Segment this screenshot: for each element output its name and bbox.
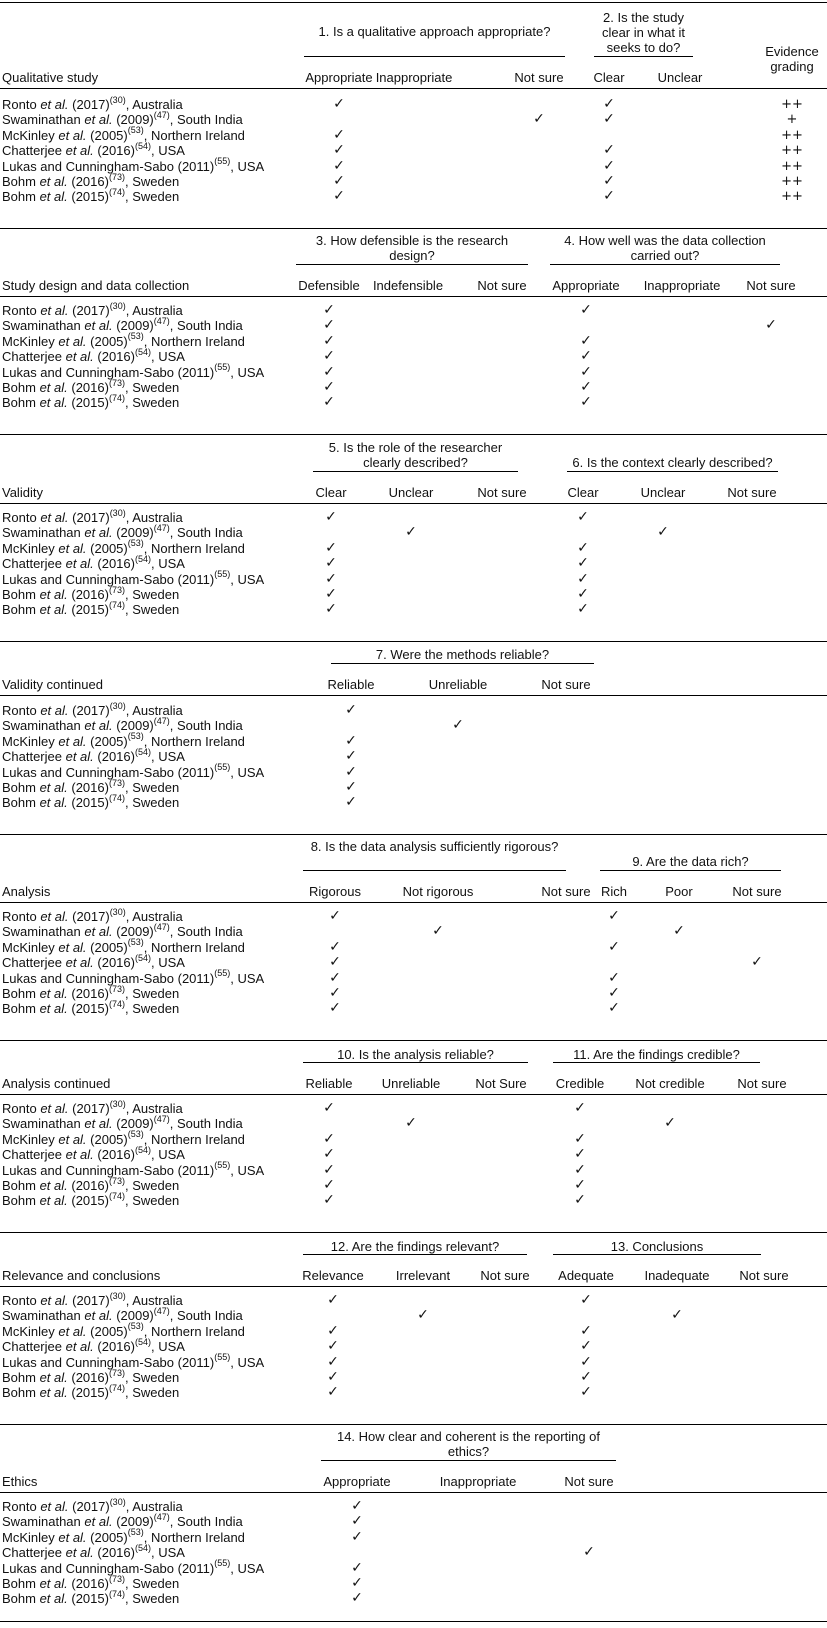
check-mark: ✓	[323, 394, 335, 411]
question-underline	[303, 870, 566, 871]
column-header: Indefensible	[372, 278, 444, 293]
header-rule	[0, 1286, 827, 1287]
header-rule	[0, 1492, 827, 1493]
section-top-rule	[0, 2, 827, 3]
check-mark: ✓	[608, 969, 620, 986]
section-label: Relevance and conclusions	[2, 1268, 161, 1283]
check-mark: ✓	[580, 394, 592, 411]
evidence-grade: ++	[781, 158, 803, 174]
check-mark: ✓	[345, 763, 357, 780]
check-mark: ✓	[452, 717, 464, 734]
question-title: 8. Is the data analysis sufficiently rigorous?	[310, 839, 559, 854]
check-mark: ✓	[432, 923, 444, 940]
column-header: Not sure	[514, 70, 564, 85]
column-header: Clear	[567, 485, 599, 500]
column-header: Relevance	[302, 1268, 364, 1283]
study-name: McKinley et al. $(2005)^{(53)}$, Northern Ireland	[2, 1321, 245, 1339]
section-top-rule	[0, 641, 827, 642]
study-name: McKinley et al. $(2005)^{(53)}$, Northern Ireland	[2, 1129, 245, 1147]
check-mark: ✓	[577, 570, 589, 587]
check-mark: ✓	[323, 332, 335, 349]
check-mark: ✓	[577, 601, 589, 618]
section-label: Analysis continued	[2, 1076, 111, 1091]
question-underline	[296, 264, 528, 265]
study-name: Ronto et al. $(2017)^{(30)}$, Australia	[2, 700, 183, 718]
check-mark: ✓	[351, 1559, 363, 1576]
study-name: Swaminathan et al. $(2009)^{(47)}$, South India	[2, 1512, 243, 1530]
study-name: Bohm et al. $(2015)^{(74)}$, Sweden	[2, 793, 180, 811]
check-mark: ✓	[323, 1130, 335, 1147]
column-header: Not sure	[477, 485, 527, 500]
question-underline	[594, 56, 693, 57]
check-mark: ✓	[345, 794, 357, 811]
study-name: Ronto et al. $(2017)^{(30)}$, Australia	[2, 1098, 183, 1116]
study-name: Lukas and Cunningham-Sabo $(2011)^{(55)}$, USA	[2, 1160, 265, 1178]
section-top-rule	[0, 834, 827, 835]
check-mark: ✓	[580, 1369, 592, 1385]
check-mark: ✓	[329, 954, 341, 971]
section-label: Validity continued	[2, 677, 103, 692]
check-mark: ✓	[583, 1544, 595, 1561]
question-underline	[600, 870, 781, 871]
check-mark: ✓	[751, 954, 763, 971]
column-header: Credible	[555, 1076, 605, 1091]
column-header: Inadequate	[644, 1268, 710, 1283]
check-mark: ✓	[577, 539, 589, 556]
evidence-grading-header: Evidence grading	[765, 44, 819, 74]
question-underline	[321, 1460, 616, 1461]
check-mark: ✓	[603, 96, 615, 112]
check-mark: ✓	[533, 111, 545, 128]
evidence-grade: ++	[781, 127, 803, 143]
check-mark: ✓	[351, 1590, 363, 1607]
question-title: 14. How clear and coherent is the reporting of ethics?	[336, 1429, 601, 1459]
check-mark: ✓	[608, 1000, 620, 1017]
check-mark: ✓	[351, 1575, 363, 1591]
column-header: Not sure	[541, 884, 591, 899]
check-mark: ✓	[323, 302, 335, 318]
check-mark: ✓	[325, 555, 337, 572]
question-title: 2. Is the study clear in what it seeks to do?	[601, 10, 686, 55]
column-header: Clear	[315, 485, 347, 500]
check-mark: ✓	[323, 317, 335, 334]
check-mark: ✓	[327, 1369, 339, 1385]
study-name: Swaminathan et al. $(2009)^{(47)}$, South India	[2, 523, 243, 541]
check-mark: ✓	[574, 1130, 586, 1147]
check-mark: ✓	[580, 379, 592, 395]
check-mark: ✓	[329, 908, 341, 924]
check-mark: ✓	[329, 969, 341, 986]
check-mark: ✓	[580, 1353, 592, 1370]
question-title: 7. Were the methods reliable?	[375, 647, 550, 662]
column-header: Unreliable	[381, 1076, 441, 1091]
column-header: Not credible	[635, 1076, 705, 1091]
study-name: Chatterjee et al. $(2016)^{(54)}$, USA	[2, 1336, 185, 1355]
check-mark: ✓	[671, 1307, 683, 1324]
column-header: Rich	[600, 884, 627, 899]
question-title: 3. How defensible is the research design?	[315, 233, 509, 263]
column-header: Adequate	[558, 1268, 614, 1283]
check-mark: ✓	[327, 1353, 339, 1370]
study-name: Swaminathan et al. $(2009)^{(47)}$, South India	[2, 1306, 243, 1324]
study-name: Bohm et al. $(2015)^{(74)}$, Sweden	[2, 600, 180, 618]
column-header: Defensible	[298, 278, 360, 293]
column-header: Unclear	[640, 485, 686, 500]
column-header: Inappropriate	[375, 70, 453, 85]
study-name: Bohm et al. $(2015)^{(74)}$, Sweden	[2, 393, 180, 411]
section-label: Study design and data collection	[2, 278, 190, 293]
check-mark: ✓	[323, 379, 335, 395]
column-header: Irrelevant	[395, 1268, 451, 1283]
study-name: Chatterjee et al. $(2016)^{(54)}$, USA	[2, 346, 185, 365]
column-header: Not sure	[737, 1076, 787, 1091]
study-name: Bohm et al. $(2016)^{(73)}$, Sweden	[2, 1175, 180, 1193]
study-name: Swaminathan et al. $(2009)^{(47)}$, South India	[2, 316, 243, 334]
check-mark: ✓	[574, 1192, 586, 1209]
question-underline	[303, 1254, 527, 1255]
check-mark: ✓	[345, 779, 357, 795]
evidence-grade: ++	[781, 189, 803, 205]
question-underline	[550, 264, 780, 265]
study-name: Ronto et al. $(2017)^{(30)}$, Australia	[2, 1290, 183, 1308]
check-mark: ✓	[351, 1528, 363, 1545]
check-mark: ✓	[603, 111, 615, 128]
study-name: Bohm et al. $(2016)^{(73)}$, Sweden	[2, 584, 180, 602]
column-header: Not sure	[739, 1268, 789, 1283]
question-underline	[567, 471, 778, 472]
evidence-grade: +	[786, 112, 798, 128]
header-rule	[0, 902, 827, 903]
column-header: Not rigorous	[402, 884, 474, 899]
column-header: Reliable	[305, 1076, 353, 1091]
study-name: Chatterjee et al. $(2016)^{(54)}$, USA	[2, 140, 185, 159]
check-mark: ✓	[333, 173, 345, 189]
section-top-rule	[0, 434, 827, 435]
column-header: Not sure	[732, 884, 782, 899]
question-title: 11. Are the findings credible?	[573, 1047, 740, 1062]
study-name: McKinley et al. $(2005)^{(53)}$, Northern Ireland	[2, 731, 245, 749]
column-header: Rigorous	[308, 884, 362, 899]
question-title: 13. Conclusions	[610, 1239, 704, 1254]
check-mark: ✓	[327, 1338, 339, 1355]
study-name: Ronto et al. $(2017)^{(30)}$, Australia	[2, 507, 183, 525]
check-mark: ✓	[333, 96, 345, 112]
check-mark: ✓	[405, 1115, 417, 1132]
check-mark: ✓	[325, 586, 337, 602]
column-header: Unclear	[388, 485, 434, 500]
section-top-rule	[0, 1040, 827, 1041]
question-title: 5. Is the role of the researcher clearly described?	[328, 440, 503, 470]
check-mark: ✓	[325, 570, 337, 587]
study-name: Bohm et al. $(2015)^{(74)}$, Sweden	[2, 1191, 180, 1209]
study-name: Swaminathan et al. $(2009)^{(47)}$, South India	[2, 716, 243, 734]
section-top-rule	[0, 228, 827, 229]
question-underline	[331, 663, 594, 664]
column-header: Appropriate	[305, 70, 373, 85]
evidence-grade: ++	[781, 174, 803, 189]
check-mark: ✓	[580, 363, 592, 380]
check-mark: ✓	[345, 702, 357, 718]
column-header: Not sure	[564, 1474, 614, 1489]
check-mark: ✓	[323, 1177, 335, 1193]
check-mark: ✓	[327, 1292, 339, 1308]
evidence-grade: ++	[781, 143, 803, 159]
check-mark: ✓	[574, 1161, 586, 1178]
check-mark: ✓	[323, 1100, 335, 1116]
check-mark: ✓	[608, 985, 620, 1001]
question-title: 12. Are the findings relevant?	[330, 1239, 500, 1254]
column-header: Poor	[665, 884, 693, 899]
check-mark: ✓	[574, 1146, 586, 1163]
check-mark: ✓	[325, 539, 337, 556]
check-mark: ✓	[574, 1100, 586, 1116]
check-mark: ✓	[329, 1000, 341, 1017]
study-name: McKinley et al. $(2005)^{(53)}$, Northern Ireland	[2, 331, 245, 349]
study-name: Ronto et al. $(2017)^{(30)}$, Australia	[2, 1496, 183, 1514]
study-name: Chatterjee et al. $(2016)^{(54)}$, USA	[2, 952, 185, 971]
check-mark: ✓	[325, 601, 337, 618]
check-mark: ✓	[329, 985, 341, 1001]
section-top-rule	[0, 1232, 827, 1233]
check-mark: ✓	[351, 1513, 363, 1530]
question-underline	[553, 1062, 760, 1063]
header-rule	[0, 1094, 827, 1095]
check-mark: ✓	[323, 1146, 335, 1163]
study-name: McKinley et al. $(2005)^{(53)}$, Northern Ireland	[2, 125, 245, 143]
column-header: Not sure	[480, 1268, 530, 1283]
check-mark: ✓	[608, 908, 620, 924]
study-name: Ronto et al. $(2017)^{(30)}$, Australia	[2, 906, 183, 924]
check-mark: ✓	[323, 363, 335, 380]
study-name: Bohm et al. $(2016)^{(73)}$, Sweden	[2, 377, 180, 395]
question-title: 1. Is a qualitative approach appropriate?	[318, 24, 551, 39]
study-name: Lukas and Cunningham-Sabo $(2011)^{(55)}$, USA	[2, 1558, 265, 1576]
study-name: McKinley et al. $(2005)^{(53)}$, Northern Ireland	[2, 1527, 245, 1545]
header-rule	[0, 695, 827, 696]
column-header: Not sure	[727, 485, 777, 500]
study-name: Bohm et al. $(2016)^{(73)}$, Sweden	[2, 1573, 180, 1591]
check-mark: ✓	[345, 732, 357, 749]
table-bottom-rule	[0, 1621, 827, 1622]
check-mark: ✓	[580, 1338, 592, 1355]
column-header: Unclear	[657, 70, 703, 85]
check-mark: ✓	[333, 188, 345, 205]
study-name: Swaminathan et al. $(2009)^{(47)}$, South India	[2, 922, 243, 940]
section-label: Validity	[2, 485, 43, 500]
check-mark: ✓	[603, 173, 615, 189]
study-name: Bohm et al. $(2016)^{(73)}$, Sweden	[2, 777, 180, 795]
study-name: Lukas and Cunningham-Sabo $(2011)^{(55)}$, USA	[2, 1352, 265, 1370]
evidence-grade: ++	[781, 97, 803, 112]
question-underline	[304, 56, 565, 57]
check-mark: ✓	[765, 317, 777, 334]
question-title: 6. Is the context clearly described?	[572, 455, 773, 470]
check-mark: ✓	[580, 1292, 592, 1308]
check-mark: ✓	[673, 923, 685, 940]
check-mark: ✓	[323, 1192, 335, 1209]
study-name: Bohm et al. $(2016)^{(73)}$, Sweden	[2, 171, 180, 189]
check-mark: ✓	[603, 188, 615, 205]
study-name: Chatterjee et al. $(2016)^{(54)}$, USA	[2, 1542, 185, 1561]
study-name: Chatterjee et al. $(2016)^{(54)}$, USA	[2, 553, 185, 572]
study-name: Bohm et al. $(2015)^{(74)}$, Sweden	[2, 1383, 180, 1401]
check-mark: ✓	[325, 509, 337, 525]
check-mark: ✓	[603, 142, 615, 159]
check-mark: ✓	[580, 302, 592, 318]
check-mark: ✓	[333, 157, 345, 174]
question-underline	[313, 471, 518, 472]
study-name: Bohm et al. $(2015)^{(74)}$, Sweden	[2, 1589, 180, 1607]
question-underline	[303, 1062, 528, 1063]
section-label: Analysis	[2, 884, 51, 899]
column-header: Appropriate	[552, 278, 620, 293]
column-header: Unreliable	[428, 677, 488, 692]
study-name: Bohm et al. $(2015)^{(74)}$, Sweden	[2, 999, 180, 1017]
study-name: Lukas and Cunningham-Sabo $(2011)^{(55)}$, USA	[2, 569, 265, 587]
column-header: Not sure	[746, 278, 796, 293]
study-name: Lukas and Cunningham-Sabo $(2011)^{(55)}$, USA	[2, 762, 265, 780]
column-header: Inappropriate	[643, 278, 721, 293]
study-name: Bohm et al. $(2015)^{(74)}$, Sweden	[2, 187, 180, 205]
check-mark: ✓	[323, 348, 335, 365]
study-name: Ronto et al. $(2017)^{(30)}$, Australia	[2, 94, 183, 112]
section-top-rule	[0, 1424, 827, 1425]
question-title: 10. Is the analysis reliable?	[337, 1047, 494, 1062]
check-mark: ✓	[664, 1115, 676, 1132]
check-mark: ✓	[327, 1322, 339, 1339]
check-mark: ✓	[574, 1177, 586, 1193]
study-name: Swaminathan et al. $(2009)^{(47)}$, South India	[2, 110, 243, 128]
study-name: Bohm et al. $(2016)^{(73)}$, Sweden	[2, 1367, 180, 1385]
check-mark: ✓	[323, 1161, 335, 1178]
check-mark: ✓	[417, 1307, 429, 1324]
study-name: McKinley et al. $(2005)^{(53)}$, Northern Ireland	[2, 538, 245, 556]
study-name: Lukas and Cunningham-Sabo $(2011)^{(55)}$, USA	[2, 156, 265, 174]
study-name: Swaminathan et al. $(2009)^{(47)}$, South India	[2, 1114, 243, 1132]
check-mark: ✓	[405, 524, 417, 541]
study-name: Ronto et al. $(2017)^{(30)}$, Australia	[2, 300, 183, 318]
check-mark: ✓	[603, 157, 615, 174]
study-name: Bohm et al. $(2016)^{(73)}$, Sweden	[2, 983, 180, 1001]
column-header: Reliable	[327, 677, 375, 692]
column-header: Not sure	[541, 677, 591, 692]
check-mark: ✓	[577, 509, 589, 525]
section-label: Ethics	[2, 1474, 38, 1489]
header-rule	[0, 88, 827, 89]
check-mark: ✓	[580, 348, 592, 365]
check-mark: ✓	[577, 586, 589, 602]
check-mark: ✓	[327, 1384, 339, 1401]
study-name: Chatterjee et al. $(2016)^{(54)}$, USA	[2, 746, 185, 765]
column-header: Clear	[593, 70, 625, 85]
check-mark: ✓	[333, 142, 345, 159]
column-header: Not sure	[477, 278, 527, 293]
column-header: Inappropriate	[439, 1474, 517, 1489]
study-name: McKinley et al. $(2005)^{(53)}$, Northern Ireland	[2, 937, 245, 955]
check-mark: ✓	[580, 1322, 592, 1339]
question-underline	[553, 1254, 761, 1255]
column-header: Not Sure	[475, 1076, 527, 1091]
header-rule	[0, 296, 827, 297]
study-name: Lukas and Cunningham-Sabo $(2011)^{(55)}$, USA	[2, 362, 265, 380]
study-name: Lukas and Cunningham-Sabo $(2011)^{(55)}$, USA	[2, 968, 265, 986]
section-label: Qualitative study	[2, 70, 99, 85]
check-mark: ✓	[333, 126, 345, 143]
question-title: 4. How well was the data collection carried out?	[564, 233, 766, 263]
check-mark: ✓	[329, 938, 341, 955]
check-mark: ✓	[351, 1498, 363, 1514]
check-mark: ✓	[345, 748, 357, 765]
header-rule	[0, 503, 827, 504]
question-title: 9. Are the data rich?	[632, 854, 749, 869]
check-mark: ✓	[580, 332, 592, 349]
study-name: Chatterjee et al. $(2016)^{(54)}$, USA	[2, 1144, 185, 1163]
check-mark: ✓	[657, 524, 669, 541]
check-mark: ✓	[608, 938, 620, 955]
check-mark: ✓	[577, 555, 589, 572]
check-mark: ✓	[580, 1384, 592, 1401]
column-header: Appropriate	[323, 1474, 391, 1489]
